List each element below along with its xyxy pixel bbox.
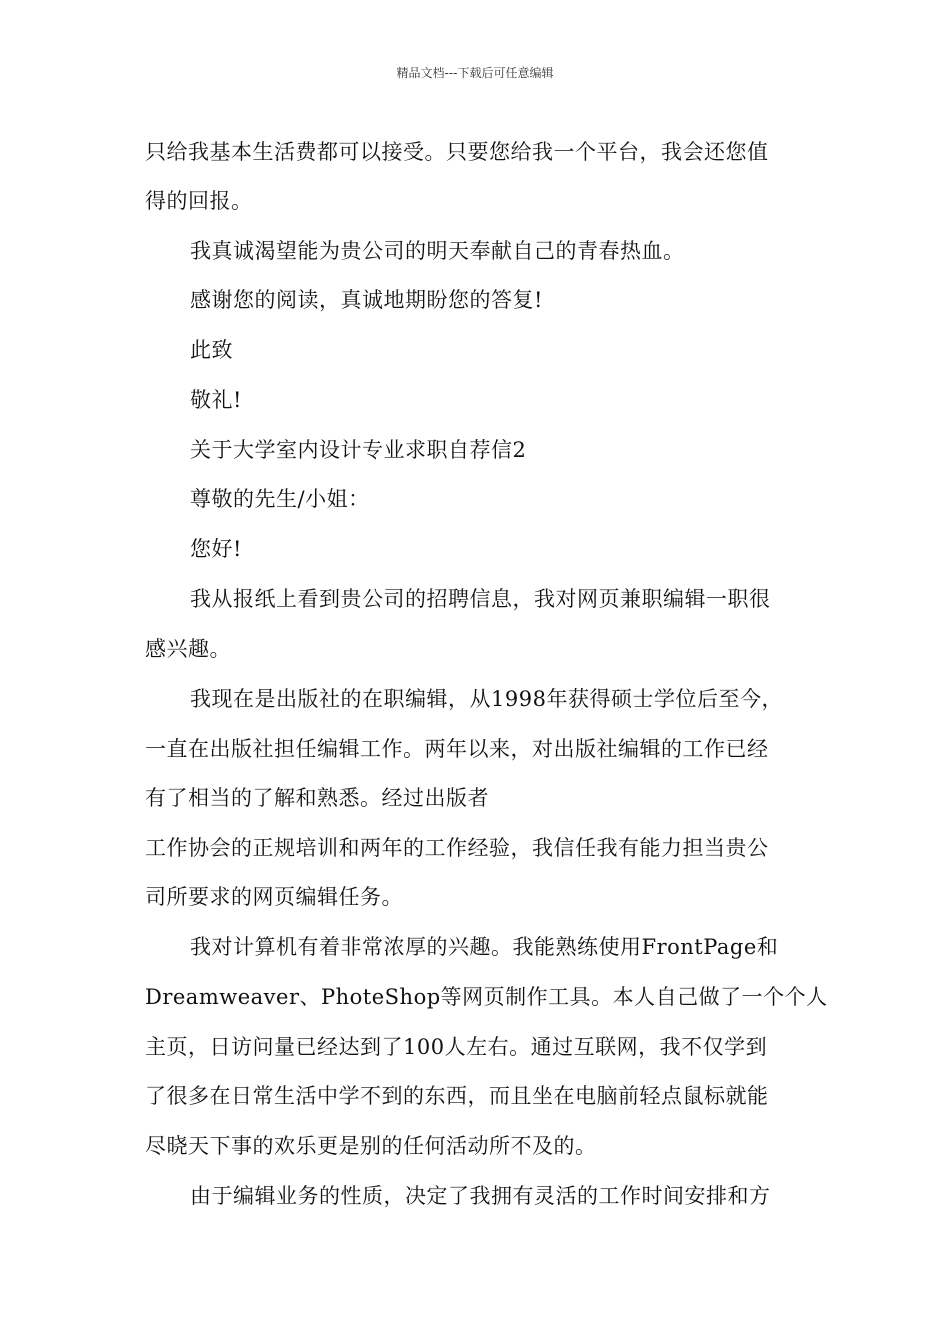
- text-line: 得的回报。: [145, 189, 253, 213]
- text-line: 了很多在日常生活中学不到的东西，而且坐在电脑前轻点鼠标就能: [145, 1084, 769, 1108]
- section-title: 关于大学室内设计专业求职自荐信2: [190, 438, 527, 462]
- text-line: 感兴趣。: [145, 637, 231, 661]
- text-line: 只给我基本生活费都可以接受。只要您给我一个平台，我会还您值: [145, 140, 769, 164]
- text-line: 由于编辑业务的性质，决定了我拥有灵活的工作时间安排和方: [190, 1184, 771, 1208]
- text-line: 有了相当的了解和熟悉。经过出版者: [145, 786, 489, 810]
- text-line: 尊敬的先生/小姐：: [190, 487, 370, 511]
- page-header: 精品文档---下载后可任意编辑: [396, 66, 554, 80]
- text-line: 工作协会的正规培训和两年的工作经验，我信任我有能力担当贵公: [145, 836, 769, 860]
- text-line: 我从报纸上看到贵公司的招聘信息，我对网页兼职编辑一职很: [190, 587, 771, 611]
- text-line: 此致: [190, 338, 233, 362]
- text-line: 感谢您的阅读，真诚地期盼您的答复!: [190, 288, 543, 312]
- text-line: 主页，日访问量已经达到了100人左右。通过互联网，我不仅学到: [145, 1035, 768, 1059]
- text-line: 司所要求的网页编辑任务。: [145, 885, 403, 909]
- text-line: 您好!: [190, 537, 242, 561]
- text-line: 我对计算机有着非常浓厚的兴趣。我能熟练使用FrontPage和: [190, 935, 779, 959]
- text-line: 敬礼!: [190, 388, 242, 412]
- text-line: 我现在是出版社的在职编辑，从1998年获得硕士学位后至今，: [190, 687, 783, 711]
- text-line: 我真诚渴望能为贵公司的明天奉献自己的青春热血。: [190, 239, 685, 263]
- text-line: Dreamweaver、PhoteShop等网页制作工具。本人自己做了一个个人: [145, 985, 828, 1009]
- text-line: 一直在出版社担任编辑工作。两年以来，对出版社编辑的工作已经: [145, 737, 769, 761]
- text-line: 尽晓天下事的欢乐更是别的任何活动所不及的。: [145, 1134, 597, 1158]
